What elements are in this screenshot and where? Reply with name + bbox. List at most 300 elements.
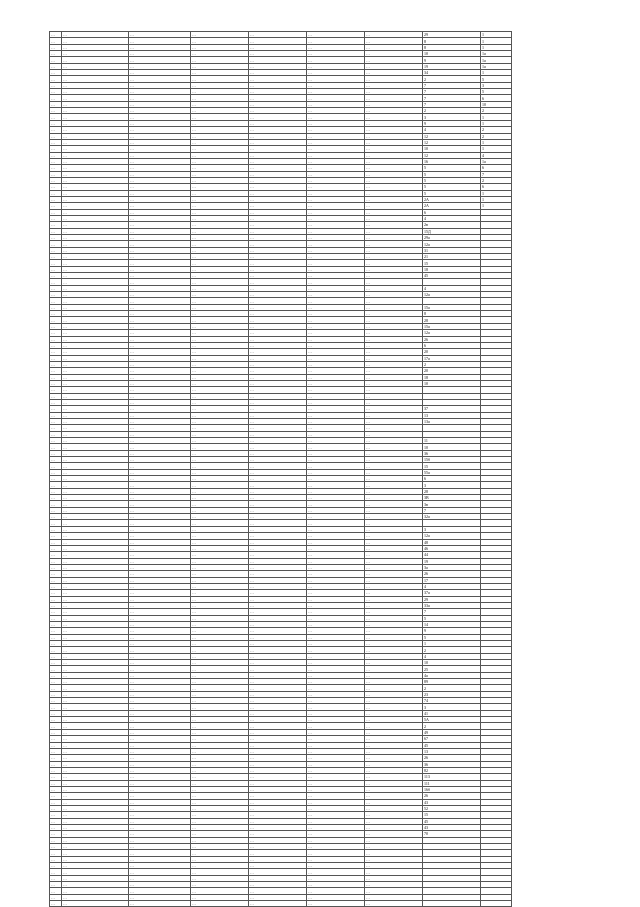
table-cell: … <box>129 330 191 336</box>
table-cell: … <box>129 844 191 850</box>
table-cell: … <box>191 577 249 583</box>
table-cell: … <box>249 418 307 424</box>
table-cell: … <box>62 837 129 843</box>
table-cell: … <box>307 742 365 748</box>
table-cell: … <box>62 171 129 177</box>
table-cell: … <box>191 894 249 900</box>
table-cell: … <box>50 767 62 773</box>
table-cell: … <box>307 653 365 659</box>
table-cell: … <box>129 380 191 386</box>
table-cell: … <box>249 564 307 570</box>
table-cell: … <box>191 349 249 355</box>
table-cell: … <box>249 120 307 126</box>
table-cell: … <box>191 780 249 786</box>
table-cell: 11 <box>423 438 481 444</box>
table-cell: 12 <box>423 152 481 158</box>
table-cell: 10 <box>423 146 481 152</box>
table-cell: … <box>249 621 307 627</box>
table-cell: … <box>50 583 62 589</box>
table-cell: … <box>365 38 423 44</box>
table-cell: … <box>129 146 191 152</box>
table-cell: … <box>365 241 423 247</box>
table-cell: … <box>249 273 307 279</box>
table-cell: … <box>249 228 307 234</box>
table-cell: … <box>191 799 249 805</box>
table-cell: … <box>62 317 129 323</box>
table-cell: … <box>249 596 307 602</box>
table-cell: … <box>129 552 191 558</box>
table-cell: … <box>365 533 423 539</box>
table-cell: … <box>50 641 62 647</box>
table-cell: … <box>129 298 191 304</box>
table-cell: … <box>249 241 307 247</box>
table-cell: … <box>50 710 62 716</box>
table-cell: … <box>307 869 365 875</box>
table-cell: … <box>129 882 191 888</box>
table-cell: … <box>191 628 249 634</box>
table-cell: … <box>249 431 307 437</box>
table-cell: … <box>50 533 62 539</box>
table-cell: … <box>191 564 249 570</box>
table-cell: … <box>365 704 423 710</box>
table-cell: … <box>129 311 191 317</box>
table-cell: … <box>129 70 191 76</box>
table-cell: … <box>50 520 62 526</box>
table-cell: … <box>191 647 249 653</box>
table-cell: … <box>62 463 129 469</box>
table-cell: … <box>365 450 423 456</box>
table-cell: … <box>129 647 191 653</box>
table-cell: … <box>129 457 191 463</box>
table-cell: … <box>365 818 423 824</box>
table-cell: … <box>307 710 365 716</box>
table-cell: 20 <box>423 349 481 355</box>
table-cell: … <box>307 38 365 44</box>
table-cell: … <box>249 311 307 317</box>
table-cell: … <box>307 685 365 691</box>
table-cell: … <box>191 139 249 145</box>
table-cell: … <box>129 691 191 697</box>
table-cell: … <box>62 641 129 647</box>
table-cell: … <box>249 869 307 875</box>
table-cell: … <box>191 431 249 437</box>
table-cell: … <box>191 70 249 76</box>
table-cell: … <box>191 793 249 799</box>
table-cell: … <box>365 837 423 843</box>
table-cell: … <box>191 672 249 678</box>
table-cell: … <box>62 304 129 310</box>
table-cell: 6 <box>481 165 512 171</box>
table-cell: … <box>365 501 423 507</box>
table-cell: … <box>62 387 129 393</box>
table-cell: … <box>249 742 307 748</box>
table-cell: 3В <box>423 495 481 501</box>
table-cell: … <box>249 850 307 856</box>
table-cell: … <box>191 786 249 792</box>
table-cell: … <box>191 171 249 177</box>
table-cell: … <box>249 844 307 850</box>
table-cell: … <box>129 774 191 780</box>
table-cell: … <box>50 349 62 355</box>
table-cell: … <box>191 691 249 697</box>
table-cell: … <box>62 761 129 767</box>
table-cell: … <box>129 355 191 361</box>
table-cell: … <box>307 349 365 355</box>
table-cell: … <box>50 444 62 450</box>
table-cell: … <box>249 647 307 653</box>
table-cell: … <box>307 260 365 266</box>
table-cell: … <box>62 507 129 513</box>
table-cell: … <box>365 431 423 437</box>
table-cell: 44 <box>423 552 481 558</box>
table-cell: … <box>365 482 423 488</box>
table-cell: … <box>307 799 365 805</box>
table-cell: … <box>307 235 365 241</box>
table-cell: … <box>191 888 249 894</box>
table-cell: … <box>50 171 62 177</box>
table-cell: … <box>307 875 365 881</box>
table-cell: 19 <box>423 63 481 69</box>
table-cell: … <box>50 279 62 285</box>
table-cell: … <box>50 152 62 158</box>
table-cell: … <box>365 844 423 850</box>
table-cell: … <box>62 736 129 742</box>
table-cell: … <box>129 76 191 82</box>
table-cell: … <box>62 786 129 792</box>
table-cell: … <box>307 812 365 818</box>
table-cell: … <box>365 520 423 526</box>
table-cell: … <box>307 215 365 221</box>
table-cell: … <box>365 89 423 95</box>
table-cell: 37 <box>423 406 481 412</box>
table-cell: … <box>129 44 191 50</box>
table-cell: … <box>191 621 249 627</box>
table-cell: 43 <box>423 824 481 830</box>
table-cell: 3 <box>423 704 481 710</box>
table-cell: … <box>191 399 249 405</box>
table-cell: … <box>191 609 249 615</box>
table-cell: … <box>62 292 129 298</box>
table-cell: 26 <box>423 336 481 342</box>
table-cell: … <box>365 571 423 577</box>
table-cell: … <box>50 203 62 209</box>
table-cell: … <box>307 602 365 608</box>
table-cell: … <box>50 863 62 869</box>
table-cell: … <box>191 317 249 323</box>
table-cell: … <box>249 514 307 520</box>
table-cell: … <box>50 495 62 501</box>
table-cell: 45 <box>423 273 481 279</box>
table-cell: … <box>191 469 249 475</box>
table-cell: … <box>249 438 307 444</box>
table-cell: … <box>365 177 423 183</box>
table-cell: … <box>307 298 365 304</box>
table-cell: … <box>249 837 307 843</box>
table-cell: 7 <box>423 507 481 513</box>
table-cell: … <box>191 774 249 780</box>
table-cell: … <box>307 520 365 526</box>
address-table-body <box>50 32 512 907</box>
table-cell: … <box>365 114 423 120</box>
table-cell: … <box>191 120 249 126</box>
table-cell: … <box>191 850 249 856</box>
table-cell: … <box>249 95 307 101</box>
table-cell: … <box>249 875 307 881</box>
table-cell: … <box>307 330 365 336</box>
table-cell: … <box>191 190 249 196</box>
table-cell: … <box>62 418 129 424</box>
table-cell: … <box>249 831 307 837</box>
table-cell: … <box>307 666 365 672</box>
table-cell: 36 <box>423 450 481 456</box>
table-cell: … <box>129 82 191 88</box>
table-cell: … <box>50 647 62 653</box>
table-cell: … <box>191 241 249 247</box>
table-cell: … <box>129 361 191 367</box>
table-cell: … <box>191 95 249 101</box>
table-cell <box>481 901 512 907</box>
table-cell: … <box>50 869 62 875</box>
table-cell: 18 <box>423 374 481 380</box>
table-cell: … <box>365 799 423 805</box>
table-cell: … <box>129 177 191 183</box>
table-cell: 5 <box>423 177 481 183</box>
table-cell: … <box>50 628 62 634</box>
table-cell: … <box>50 165 62 171</box>
table-cell: … <box>62 438 129 444</box>
table-cell: … <box>129 786 191 792</box>
table-cell: … <box>249 533 307 539</box>
table-cell: … <box>50 51 62 57</box>
table-cell: … <box>129 596 191 602</box>
table-cell: … <box>307 824 365 830</box>
table-cell: … <box>249 571 307 577</box>
table-cell: … <box>62 501 129 507</box>
table-cell: … <box>249 57 307 63</box>
table-cell: … <box>50 70 62 76</box>
table-cell: … <box>50 177 62 183</box>
table-cell: … <box>62 108 129 114</box>
table-cell: … <box>365 266 423 272</box>
table-cell: … <box>62 101 129 107</box>
table-cell: … <box>50 330 62 336</box>
table-cell: … <box>62 114 129 120</box>
table-cell: … <box>62 336 129 342</box>
table-cell: … <box>307 355 365 361</box>
table-cell: … <box>50 133 62 139</box>
table-cell: … <box>129 901 191 907</box>
table-cell: … <box>365 196 423 202</box>
table-cell: 21 <box>423 254 481 260</box>
table-cell: … <box>62 279 129 285</box>
table-cell: … <box>307 647 365 653</box>
table-cell: … <box>365 526 423 532</box>
table-cell: … <box>62 241 129 247</box>
table-cell: … <box>365 748 423 754</box>
table-cell: … <box>191 729 249 735</box>
table-cell: … <box>365 805 423 811</box>
table-cell: … <box>62 89 129 95</box>
table-cell: … <box>365 44 423 50</box>
table-cell: … <box>307 476 365 482</box>
table-cell: … <box>249 63 307 69</box>
table-cell: … <box>249 558 307 564</box>
table-cell: … <box>62 228 129 234</box>
table-cell: … <box>307 488 365 494</box>
table-cell: … <box>62 323 129 329</box>
table-cell: 3 <box>423 114 481 120</box>
table-cell: … <box>62 368 129 374</box>
table-cell: … <box>50 888 62 894</box>
table-cell: 2в <box>423 222 481 228</box>
table-cell: … <box>307 171 365 177</box>
table-cell: … <box>191 742 249 748</box>
table-cell: … <box>249 786 307 792</box>
table-cell: … <box>62 44 129 50</box>
table-cell: … <box>50 634 62 640</box>
table-cell: … <box>50 82 62 88</box>
table-cell: … <box>365 63 423 69</box>
table-cell: … <box>307 641 365 647</box>
table-cell: … <box>191 457 249 463</box>
table-cell: … <box>307 108 365 114</box>
table-cell: … <box>365 545 423 551</box>
table-cell: … <box>365 387 423 393</box>
table-cell: … <box>62 330 129 336</box>
table-cell: 45 <box>423 742 481 748</box>
table-cell: 2 <box>423 685 481 691</box>
table-cell: … <box>365 330 423 336</box>
table-cell: … <box>129 431 191 437</box>
table-cell: … <box>62 805 129 811</box>
table-cell: … <box>307 533 365 539</box>
table-cell: … <box>307 425 365 431</box>
table-cell: … <box>365 444 423 450</box>
table-cell: … <box>191 552 249 558</box>
table-cell: … <box>249 298 307 304</box>
table-cell: … <box>129 590 191 596</box>
table-cell: … <box>365 412 423 418</box>
table-cell: … <box>50 774 62 780</box>
table-cell: … <box>191 425 249 431</box>
table-cell: 7 <box>423 82 481 88</box>
table-cell: 2 <box>423 647 481 653</box>
table-cell: … <box>249 488 307 494</box>
table-cell: … <box>191 380 249 386</box>
table-cell: … <box>307 507 365 513</box>
table-cell: … <box>50 780 62 786</box>
table-cell: … <box>129 571 191 577</box>
table-cell: … <box>307 139 365 145</box>
table-cell: … <box>50 209 62 215</box>
table-cell: … <box>191 882 249 888</box>
table-cell: … <box>50 368 62 374</box>
table-cell: … <box>249 723 307 729</box>
table-cell: … <box>50 571 62 577</box>
table-cell: 89 <box>423 679 481 685</box>
table-cell: … <box>191 901 249 907</box>
table-cell: … <box>62 704 129 710</box>
table-cell: … <box>365 463 423 469</box>
table-cell: … <box>307 856 365 862</box>
table-cell: … <box>249 152 307 158</box>
table-cell: 74 <box>423 698 481 704</box>
table-cell: … <box>249 615 307 621</box>
table-cell: … <box>307 894 365 900</box>
table-cell: … <box>249 590 307 596</box>
table-cell: … <box>129 698 191 704</box>
table-cell: … <box>307 805 365 811</box>
table-cell: … <box>365 685 423 691</box>
table-cell: … <box>249 108 307 114</box>
table-cell: 2 <box>423 76 481 82</box>
table-cell: … <box>365 488 423 494</box>
table-cell: … <box>50 63 62 69</box>
table-cell: … <box>62 57 129 63</box>
table-cell: … <box>62 558 129 564</box>
table-cell: … <box>191 393 249 399</box>
table-cell: … <box>365 323 423 329</box>
table-cell: … <box>50 501 62 507</box>
table-cell: … <box>307 736 365 742</box>
table-cell: … <box>50 304 62 310</box>
table-cell: … <box>249 317 307 323</box>
table-cell: … <box>129 260 191 266</box>
table-cell: … <box>50 894 62 900</box>
table-cell: … <box>191 488 249 494</box>
table-cell: … <box>365 336 423 342</box>
table-cell: … <box>249 704 307 710</box>
table-cell: … <box>129 894 191 900</box>
table-cell: 3 <box>423 526 481 532</box>
table-cell: … <box>307 571 365 577</box>
table-cell: … <box>249 793 307 799</box>
table-cell: … <box>62 672 129 678</box>
table-cell: … <box>249 748 307 754</box>
table-cell: … <box>191 387 249 393</box>
table-cell: … <box>249 355 307 361</box>
table-cell: … <box>249 32 307 38</box>
table-cell: 111 <box>423 780 481 786</box>
table-cell: … <box>249 330 307 336</box>
table-cell: … <box>191 805 249 811</box>
table-cell: … <box>249 882 307 888</box>
table-cell: … <box>307 177 365 183</box>
table-cell: … <box>191 368 249 374</box>
table-cell: … <box>62 571 129 577</box>
table-cell: … <box>129 850 191 856</box>
table-cell: … <box>50 476 62 482</box>
table-cell: … <box>191 856 249 862</box>
table-cell: … <box>307 412 365 418</box>
table-cell: … <box>249 260 307 266</box>
table-cell: … <box>129 641 191 647</box>
table-cell: … <box>62 844 129 850</box>
table-cell: … <box>365 317 423 323</box>
table-cell: … <box>191 869 249 875</box>
table-cell: 1 <box>423 641 481 647</box>
table-cell: … <box>307 495 365 501</box>
table-cell: … <box>191 108 249 114</box>
table-cell: … <box>191 298 249 304</box>
table-cell: … <box>50 755 62 761</box>
table-cell: … <box>62 882 129 888</box>
table-cell: … <box>249 545 307 551</box>
table-cell: … <box>191 723 249 729</box>
table-cell: … <box>365 146 423 152</box>
table-cell: … <box>129 108 191 114</box>
table-cell: … <box>62 679 129 685</box>
